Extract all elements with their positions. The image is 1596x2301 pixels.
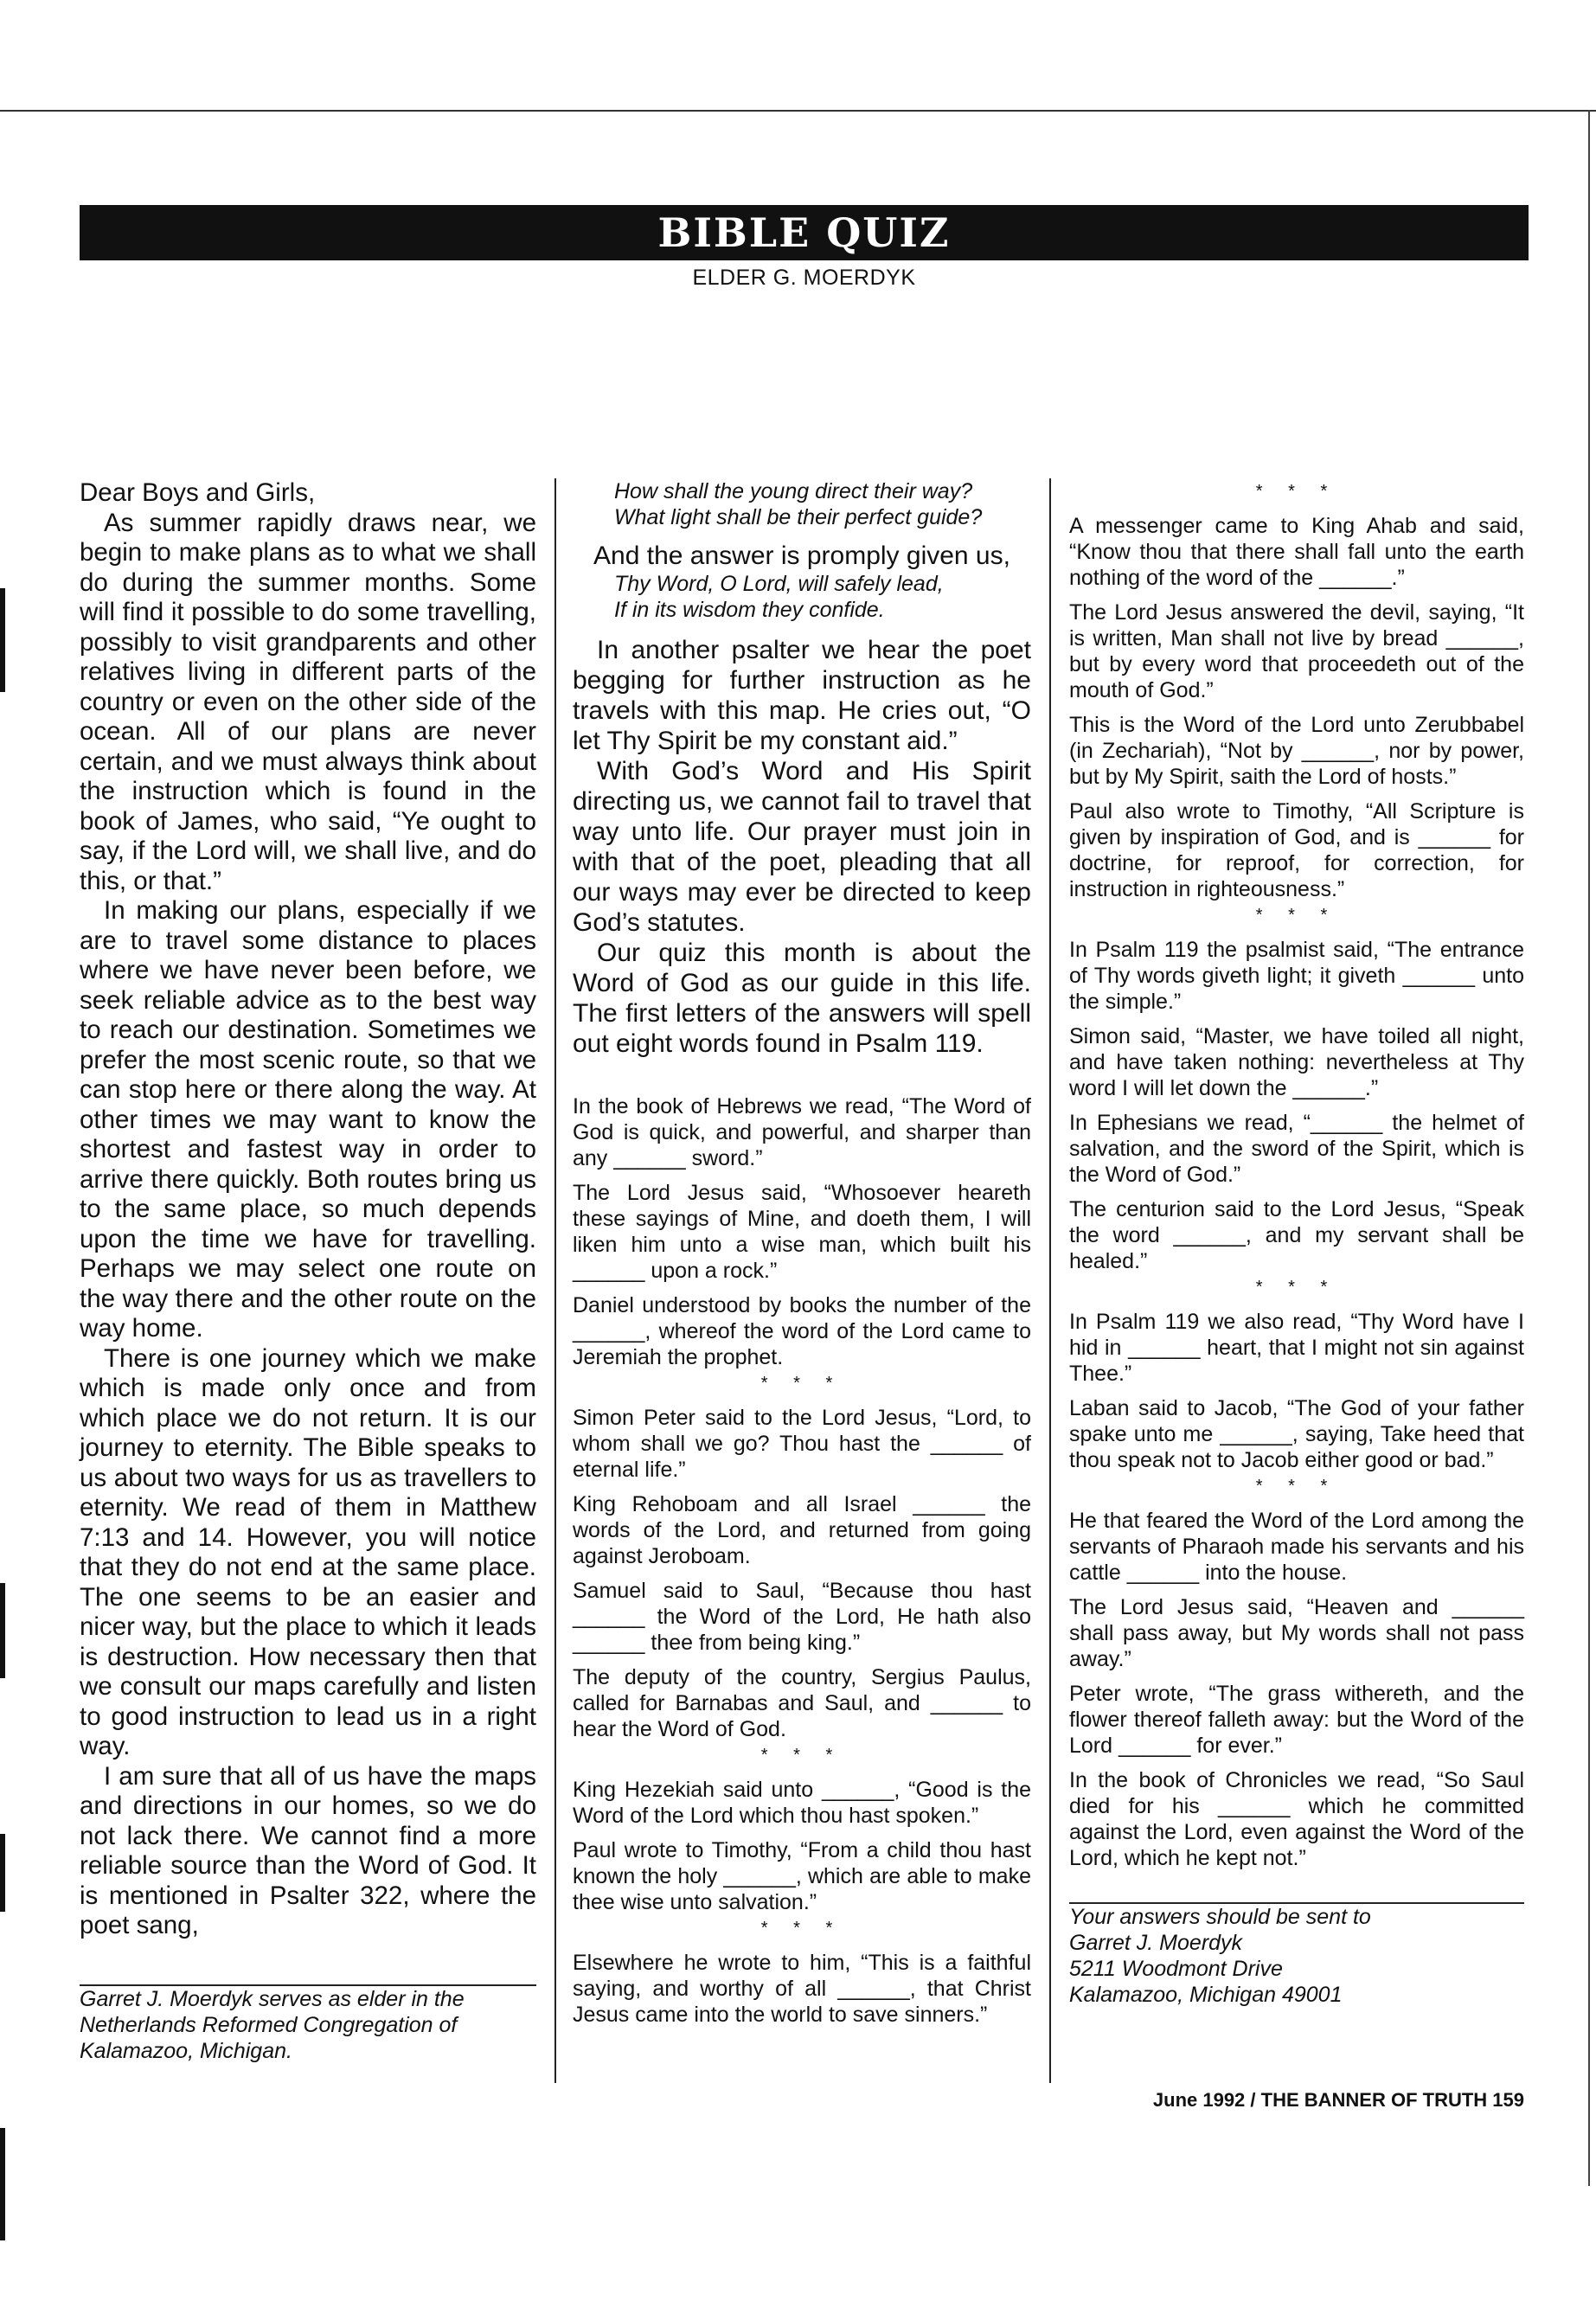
address-city: Kalamazoo, Michigan 49001: [1069, 1983, 1343, 2007]
quiz-column-3: [1069, 478, 1524, 2008]
quiz-question: The Lord Jesus said, “Heaven and ______ shall pass away, but My words shall not pass away.”: [1069, 1595, 1524, 1671]
quiz-question: In Psalm 119 the psalmist said, “The entrance of Thy words giveth light; it giveth ______ unto the simple.”: [1069, 938, 1524, 1014]
quiz-question: This is the Word of the Lord unto Zerubbabel (in Zechariah), “Not by ______, nor by power, but by My Spirit, saith the Lord of hosts.”: [1069, 713, 1524, 789]
quiz-question: He that feared the Word of the Lord among the servants of Pharaoh made his servants and his cattle ______ into the house.: [1069, 1509, 1524, 1585]
body-paragraph: In another psalter we hear the poet begging for further instruction as he travels with this map. He cries out, “O let Thy Spirit be my constant aid.”: [573, 636, 1031, 755]
address-street: 5211 Woodmont Drive: [1069, 1957, 1283, 1981]
quiz-question: Samuel said to Saul, “Because thou hast ______ the Word of the Lord, He hath also ______ thee from being king.”: [573, 1579, 1031, 1655]
verse-line: How shall the young direct their way?: [614, 479, 973, 503]
column-divider: [1049, 478, 1051, 2083]
quiz-question: In the book of Hebrews we read, “The Word of God is quick, and powerful, and sharper than any ______ sword.”: [573, 1094, 1031, 1170]
body-paragraph: With God’s Word and His Spirit directing us, we cannot fail to travel that way unto life. Our prayer must join in with that of the poet, pleading that all our ways may ever be directed to keep God’s statutes.: [573, 757, 1031, 937]
answers-label: Your answers should be sent to: [1069, 1905, 1371, 1929]
section-separator: * * *: [760, 1746, 843, 1765]
top-rule: [0, 110, 1596, 112]
quiz-question: King Rehoboam and all Israel ______ the words of the Lord, and returned from going against Jeroboam.: [573, 1492, 1031, 1568]
author-byline: ELDER G. MOERDYK: [692, 266, 916, 290]
psalter-verse: [614, 478, 1031, 530]
section-separator: * * *: [1255, 482, 1338, 501]
author-footnote: Garret J. Moerdyk serves as elder in the Netherlands Reformed Congregation of Kalamazoo, Michigan.: [80, 1986, 465, 2063]
quiz-question: In Psalm 119 we also read, “Thy Word have I hid in ______ heart, that I might not sin against Thee.”: [1069, 1310, 1524, 1386]
psalter-verse: [614, 571, 1031, 623]
page-edge-right: [1588, 110, 1590, 2186]
quiz-column-2: [573, 478, 1031, 2028]
scan-edge-left: [0, 484, 5, 2180]
section-separator: * * *: [760, 1919, 843, 1938]
quiz-question: Simon said, “Master, we have toiled all night, and have taken nothing: nevertheless at Thy word I will let down the ______.”: [1069, 1024, 1524, 1100]
quiz-question: The deputy of the country, Sergius Paulus, called for Barnabas and Saul, and ______ to hear the Word of God.: [573, 1665, 1031, 1741]
address-name: Garret J. Moerdyk: [1069, 1931, 1243, 1955]
quiz-question: The Lord Jesus answered the devil, saying, “It is written, Man shall not live by bread ______, but by every word that proceedeth out of the mouth of God.”: [1069, 600, 1524, 702]
intro-paragraph: There is one journey which we make which is made only once and from which place we do not return. It is our journey to eternity. The Bible speaks to us about two ways for us as travellers to eternity. We read of them in Matthew 7:13 and 14. However, you will notice that they do not end at the same place. The one seems to be an easier and nicer way, but the place to which it leads is destruction. How necessary then that we consult our maps carefully and listen to good instruction to lead us in a right way.: [80, 1343, 536, 1760]
quiz-question: Paul wrote to Timothy, “From a child thou hast known the holy ______, which are able to make thee wise unto salvation.”: [573, 1838, 1031, 1914]
quiz-question: In Ephesians we read, “______ the helmet of salvation, and the sword of the Spirit, which is the Word of God.”: [1069, 1111, 1524, 1187]
salutation: Dear Boys and Girls,: [80, 478, 316, 507]
quiz-question: Peter wrote, “The grass withereth, and the flower thereof falleth away: but the Word of the Lord ______ for ever.”: [1069, 1682, 1524, 1758]
quiz-question: Simon Peter said to the Lord Jesus, “Lord, to whom shall we go? Thou hast the ______ of eternal life.”: [573, 1406, 1031, 1482]
quiz-question: Paul also wrote to Timothy, “All Scripture is given by inspiration of God, and is ______ for doctrine, for reproof, for correction, for instruction in righteousness.”: [1069, 799, 1524, 901]
quiz-question: King Hezekiah said unto ______, “Good is the Word of the Lord which thou hast spoken.”: [573, 1778, 1031, 1828]
column-divider: [554, 478, 556, 2083]
page-footer: June 1992 / THE BANNER OF TRUTH 159: [1152, 2089, 1524, 2111]
section-separator: * * *: [1255, 1477, 1338, 1496]
verse-line: What light shall be their perfect guide?: [614, 505, 983, 529]
section-separator: * * *: [760, 1374, 843, 1393]
answer-intro: And the answer is promply given us,: [593, 542, 1010, 570]
body-paragraph: Our quiz this month is about the Word of God as our guide in this life. The first letters of the answers will spell out eight words found in Psalm 119.: [573, 939, 1031, 1058]
quiz-question: Laban said to Jacob, “The God of your father spake unto me ______, saying, Take heed that thou speak not to Jacob either good or bad.”: [1069, 1396, 1524, 1472]
intro-paragraph: As summer rapidly draws near, we begin to make plans as to what we shall do during the summer months. Some will find it possible to do some travelling, possibly to visit grandparents and other relatives living in different parts of the country or even on the other side of the ocean. All of our plans are never certain, and we must always think about the instruction which is found in the book of James, who said, “Ye ought to say, if the Lord will, we shall live, and do this, or that.”: [80, 508, 536, 895]
quiz-question: Daniel understood by books the number of the ______, whereof the word of the Lord came to Jeremiah the prophet.: [573, 1293, 1031, 1369]
verse-line: If in its wisdom they confide.: [614, 598, 885, 622]
quiz-question: A messenger came to King Ahab and said, “Know thou that there shall fall unto the earth nothing of the word of the ______.”: [1069, 514, 1524, 590]
quiz-question: Elsewhere he wrote to him, “This is a faithful saying, and worthy of all ______, that Christ Jesus came into the world to save sinners.”: [573, 1951, 1031, 2027]
quiz-question: The centurion said to the Lord Jesus, “Speak the word ______, and my servant shall be healed.”: [1069, 1197, 1524, 1273]
answers-address: [1069, 1904, 1524, 2008]
page-title: BIBLE QUIZ: [80, 205, 1529, 260]
quiz-question: In the book of Chronicles we read, “So Saul died for his ______ which he committed against the Lord, even against the Word of the Lord, which he kept not.”: [1069, 1768, 1524, 1870]
intro-column: [80, 478, 536, 2064]
verse-line: Thy Word, O Lord, will safely lead,: [614, 572, 944, 596]
intro-paragraph: In making our plans, especially if we are to travel some distance to places where we have never been before, we seek reliable advice as to the best way to reach our destination. Sometimes we prefer the most scenic route, so that we can stop here or there along the way. At other times we may want to know the shortest and fastest way in order to arrive there quickly. Both routes bring us to the same place, so much depends upon the time we have for travelling. Perhaps we may select one route on the way there and the other route on the way home.: [80, 896, 536, 1343]
section-separator: * * *: [1255, 1278, 1338, 1297]
section-separator: * * *: [1255, 906, 1338, 925]
intro-paragraph: I am sure that all of us have the maps and directions in our homes, so we do not lack there. We cannot find a more reliable source than the Word of God. It is mentioned in Psalter 322, where the poet sang,: [80, 1761, 536, 1939]
quiz-question: The Lord Jesus said, “Whosoever heareth these sayings of Mine, and doeth them, I will liken him unto a wise man, which built his ______ upon a rock.”: [573, 1181, 1031, 1283]
